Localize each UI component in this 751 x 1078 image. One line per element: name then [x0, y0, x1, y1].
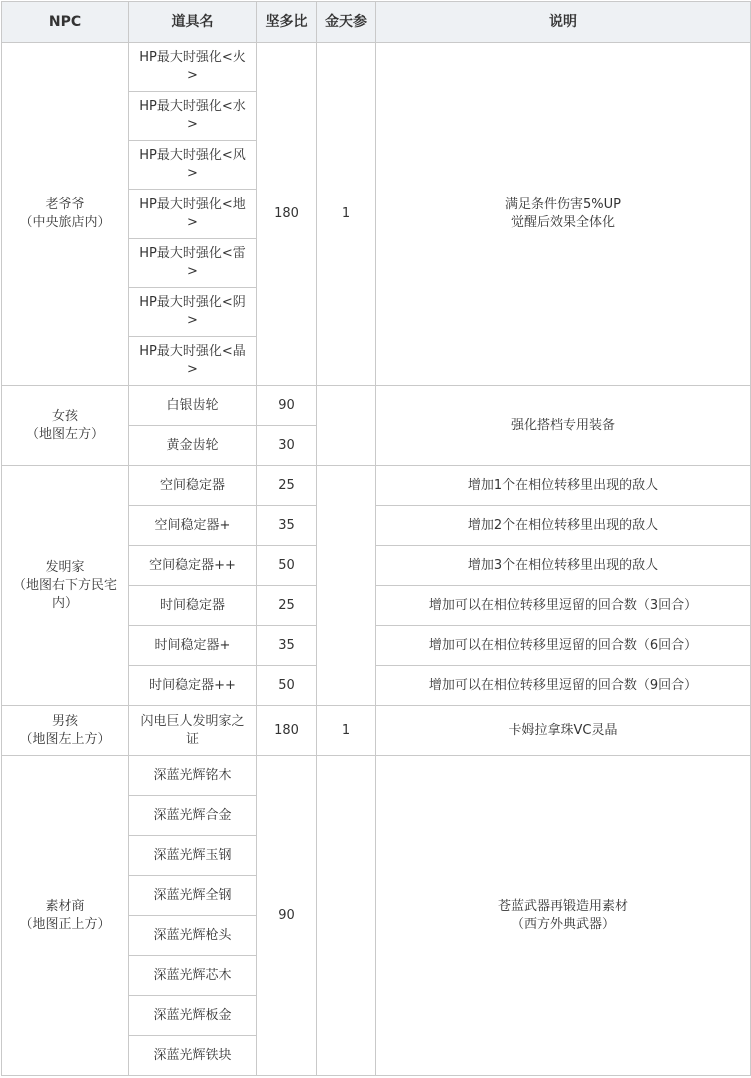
header-jianduobi: 坚多比 — [257, 2, 317, 43]
description-cell: 增加可以在相位转移里逗留的回合数（9回合） — [376, 666, 751, 706]
price-cell: 25 — [257, 586, 317, 626]
item-cell: HP最大时强化<风> — [129, 141, 257, 190]
header-description: 说明 — [376, 2, 751, 43]
price-cell: 180 — [257, 43, 317, 386]
description-cell: 满足条件伤害5%UP 觉醒后效果全体化 — [376, 43, 751, 386]
header-item-name: 道具名 — [129, 2, 257, 43]
table-row — [2, 466, 751, 506]
description-cell: 强化搭档专用装备 — [376, 386, 751, 466]
item-cell: 时间稳定器 — [129, 586, 257, 626]
description-cell: 增加2个在相位转移里出现的敌人 — [376, 506, 751, 546]
item-cell: 深蓝光辉合金 — [129, 796, 257, 836]
price-cell: 180 — [257, 706, 317, 756]
item-cell: 白银齿轮 — [129, 386, 257, 426]
description-cell: 苍蓝武器再锻造用素材 （西方外典武器） — [376, 756, 751, 1076]
item-cell: 深蓝光辉铭木 — [129, 756, 257, 796]
jin-cell: 1 — [317, 706, 376, 756]
item-cell: 闪电巨人发明家之证 — [129, 706, 257, 756]
item-cell: HP最大时强化<雷> — [129, 239, 257, 288]
table-row — [2, 756, 751, 796]
item-cell: HP最大时强化<阴> — [129, 288, 257, 337]
price-cell: 35 — [257, 506, 317, 546]
header-npc: NPC — [2, 2, 129, 43]
description-cell: 卡姆拉拿珠VC灵晶 — [376, 706, 751, 756]
item-cell: 时间稳定器++ — [129, 666, 257, 706]
item-cell: 深蓝光辉枪头 — [129, 916, 257, 956]
price-cell: 90 — [257, 756, 317, 1076]
npc-cell: 男孩 （地图左上方） — [2, 706, 129, 756]
price-cell: 90 — [257, 386, 317, 426]
npc-cell: 素材商 （地图正上方） — [2, 756, 129, 1076]
item-cell: 空间稳定器 — [129, 466, 257, 506]
jin-cell — [317, 756, 376, 1076]
item-cell: HP最大时强化<水> — [129, 92, 257, 141]
description-cell: 增加可以在相位转移里逗留的回合数（3回合） — [376, 586, 751, 626]
price-cell: 35 — [257, 626, 317, 666]
item-cell: 黄金齿轮 — [129, 426, 257, 466]
price-cell: 50 — [257, 666, 317, 706]
jin-cell — [317, 386, 376, 466]
npc-cell: 发明家 （地图右下方民宅内） — [2, 466, 129, 706]
table-row — [2, 706, 751, 756]
price-cell: 50 — [257, 546, 317, 586]
item-cell: 深蓝光辉玉钢 — [129, 836, 257, 876]
jin-cell — [317, 466, 376, 706]
item-cell: 时间稳定器+ — [129, 626, 257, 666]
npc-cell: 女孩 （地图左方） — [2, 386, 129, 466]
price-cell: 30 — [257, 426, 317, 466]
item-cell: HP最大时强化<晶> — [129, 337, 257, 386]
header-row — [2, 2, 751, 43]
npc-item-table — [1, 1, 751, 1076]
item-cell: 深蓝光辉全钢 — [129, 876, 257, 916]
item-cell: 深蓝光辉芯木 — [129, 956, 257, 996]
jin-cell: 1 — [317, 43, 376, 386]
npc-cell: 老爷爷 （中央旅店内） — [2, 43, 129, 386]
item-cell: 深蓝光辉板金 — [129, 996, 257, 1036]
table-row — [2, 43, 751, 92]
description-cell: 增加3个在相位转移里出现的敌人 — [376, 546, 751, 586]
description-cell: 增加可以在相位转移里逗留的回合数（6回合） — [376, 626, 751, 666]
item-cell: 空间稳定器++ — [129, 546, 257, 586]
description-cell: 增加1个在相位转移里出现的敌人 — [376, 466, 751, 506]
item-cell: HP最大时强化<地> — [129, 190, 257, 239]
item-cell: 深蓝光辉铁块 — [129, 1036, 257, 1076]
item-cell: 空间稳定器+ — [129, 506, 257, 546]
header-jintiancan: 金天参 — [317, 2, 376, 43]
price-cell: 25 — [257, 466, 317, 506]
table-row — [2, 386, 751, 426]
item-cell: HP最大时强化<火> — [129, 43, 257, 92]
